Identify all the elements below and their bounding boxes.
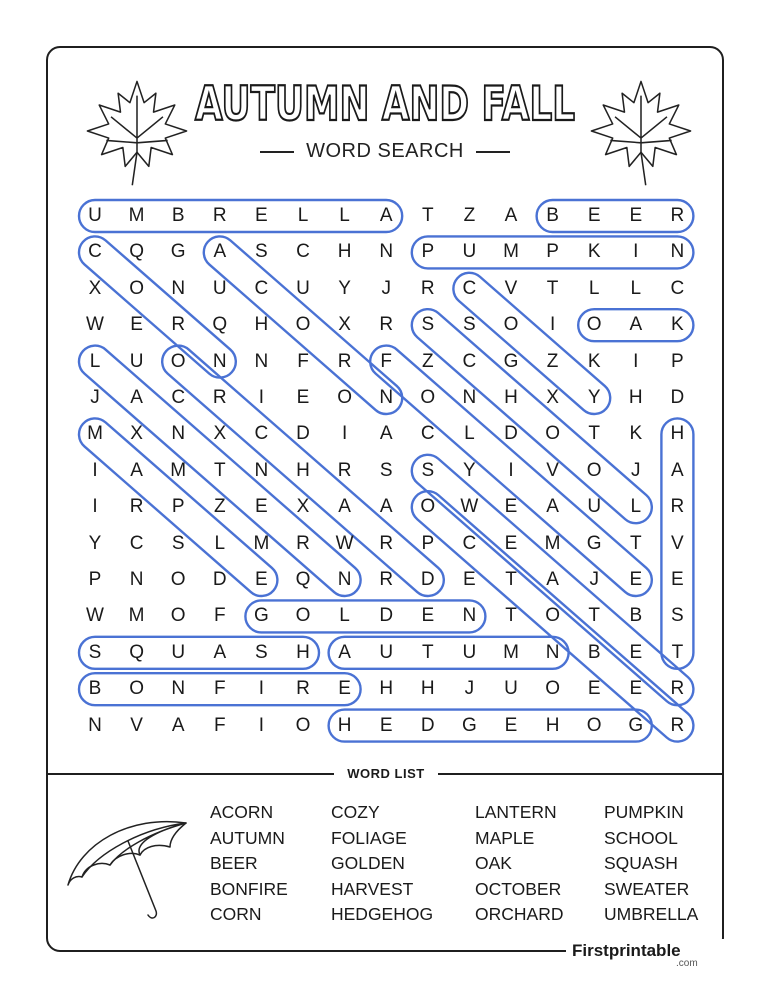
grid-letter: Q xyxy=(129,641,144,663)
grid-letter: D xyxy=(296,423,310,445)
grid-letter: R xyxy=(670,205,685,226)
grid-letter: C xyxy=(171,387,186,408)
grid-letter: O xyxy=(586,314,602,336)
grid-letter: E xyxy=(255,496,268,518)
grid-letter: I xyxy=(92,459,98,481)
grid-letter: M xyxy=(544,532,561,554)
grid-letter: H xyxy=(337,241,352,263)
word-item: COZY xyxy=(331,802,380,822)
grid-letter: E xyxy=(255,205,268,226)
grid-letter: P xyxy=(88,569,102,590)
grid-letter: F xyxy=(213,678,226,700)
grid-letter: O xyxy=(129,277,144,299)
grid-letter: O xyxy=(545,678,560,700)
grid-letter: M xyxy=(87,423,103,445)
grid-letter: O xyxy=(170,350,186,372)
grid-letter: I xyxy=(258,714,265,736)
grid-letter: L xyxy=(214,532,226,554)
grid-letter: N xyxy=(212,350,227,372)
grid-letter: A xyxy=(504,205,518,226)
grid-letter: E xyxy=(504,714,518,736)
grid-letter: O xyxy=(586,459,602,481)
word-item: FOLIAGE xyxy=(331,827,407,848)
grid-letter: H xyxy=(254,314,269,336)
grid-letter: E xyxy=(463,569,476,590)
grid-letter: A xyxy=(379,205,393,226)
grid-letter: V xyxy=(504,277,518,299)
grid-letter: A xyxy=(338,496,351,518)
grid-letter: G xyxy=(254,605,269,627)
grid-letter: P xyxy=(671,350,684,372)
brand-tld: .com xyxy=(676,958,698,969)
grid-letter: H xyxy=(628,387,643,408)
grid-letter: L xyxy=(630,496,642,518)
subtitle-text: WORD SEARCH xyxy=(306,140,464,162)
grid-letter: M xyxy=(128,205,145,226)
grid-letter: R xyxy=(379,532,394,554)
grid-letter: R xyxy=(337,459,352,481)
grid-letter: N xyxy=(88,714,102,736)
grid-letter: N xyxy=(462,605,477,627)
grid-letter: F xyxy=(380,350,392,372)
page-title xyxy=(180,74,590,134)
word-column-1 xyxy=(210,800,288,928)
grid-letter: U xyxy=(504,678,518,700)
grid-letter: E xyxy=(504,532,518,554)
grid-letter: J xyxy=(381,277,391,299)
grid-letter: E xyxy=(130,314,143,336)
brand-name: Firstprintable xyxy=(572,941,681,960)
grid-letter: A xyxy=(130,459,143,481)
grid-letter: U xyxy=(171,641,186,663)
grid-letter: C xyxy=(129,532,144,554)
grid-letter: N xyxy=(379,241,394,263)
grid-letter: D xyxy=(670,387,685,408)
grid-letter: G xyxy=(170,241,186,263)
grid-letter: E xyxy=(587,678,601,700)
word-item: BONFIRE xyxy=(210,878,288,899)
grid-letter: H xyxy=(296,459,310,481)
grid-letter: X xyxy=(338,314,351,336)
grid-letter: N xyxy=(337,569,352,590)
grid-letter: R xyxy=(670,678,685,700)
grid-letter: U xyxy=(462,241,477,263)
grid-letter: L xyxy=(339,605,350,627)
grid-letter: R xyxy=(296,678,310,700)
word-column-3 xyxy=(475,800,563,928)
grid-letter: R xyxy=(212,205,227,226)
grid-letter: I xyxy=(258,387,265,408)
word-list-label: WORD LIST xyxy=(334,765,438,783)
grid-letter: N xyxy=(462,387,477,408)
grid-letter: H xyxy=(545,714,560,736)
grid-letter: I xyxy=(549,314,556,336)
grid-letter: E xyxy=(629,205,643,226)
grid-letter: F xyxy=(297,350,309,372)
grid-letter: S xyxy=(255,241,268,263)
grid-letter: I xyxy=(258,678,265,700)
grid-letter: O xyxy=(295,314,311,336)
grid-letter: C xyxy=(462,350,477,372)
word-item: GOLDEN xyxy=(331,853,405,873)
grid-letter: T xyxy=(546,277,559,299)
grid-letter: B xyxy=(587,641,601,663)
page-subtitle xyxy=(200,140,570,163)
grid-letter: T xyxy=(213,459,226,481)
grid-letter: M xyxy=(503,641,519,663)
grid-letter: H xyxy=(420,678,435,700)
grid-letter: G xyxy=(628,714,644,736)
grid-letter: O xyxy=(545,423,560,445)
grid-letter: S xyxy=(255,641,268,663)
grid-letter: O xyxy=(295,714,311,736)
word-item: SCHOOL xyxy=(604,827,678,848)
grid-letter: O xyxy=(503,314,519,336)
grid-letter: S xyxy=(421,314,435,336)
title-text: AUTUMN AND FALL xyxy=(195,77,575,132)
word-item: MAPLE xyxy=(475,827,535,848)
word-item: PUMPKIN xyxy=(604,802,684,822)
grid-letter: U xyxy=(587,496,602,518)
grid-letter: L xyxy=(89,350,101,372)
grid-letter: Q xyxy=(212,314,228,336)
grid-letter: O xyxy=(337,387,352,408)
grid-letter: D xyxy=(212,569,227,590)
grid-letter: O xyxy=(170,569,186,590)
grid-letter: G xyxy=(462,714,477,736)
grid-letter: X xyxy=(88,277,102,299)
grid-letter: G xyxy=(503,350,519,372)
grid-letter: N xyxy=(670,241,685,263)
grid-letter: A xyxy=(130,387,143,408)
grid-letter: Q xyxy=(295,569,311,590)
grid-letter: J xyxy=(90,387,100,408)
grid-letter: P xyxy=(546,241,559,263)
grid-letter: T xyxy=(588,423,600,445)
grid-letter: R xyxy=(296,532,310,554)
grid-letter: J xyxy=(589,569,599,590)
grid-letter: N xyxy=(254,350,269,372)
grid-letter: A xyxy=(213,241,227,263)
grid-letter: N xyxy=(171,678,186,700)
grid-letter: U xyxy=(88,205,102,226)
umbrella-icon xyxy=(60,803,190,921)
grid-letter: C xyxy=(670,277,685,299)
grid-letter: A xyxy=(338,641,351,663)
grid-letter: C xyxy=(254,423,269,445)
grid-letter: M xyxy=(503,241,519,263)
grid-letter: W xyxy=(86,605,104,627)
grid-letter: S xyxy=(671,605,684,627)
grid-letter: E xyxy=(255,569,268,590)
word-column-2 xyxy=(331,800,433,928)
grid-letter: Y xyxy=(463,459,476,481)
grid-letter: S xyxy=(379,459,393,481)
grid-letter: D xyxy=(504,423,518,445)
grid-letter: N xyxy=(129,569,144,590)
grid-letter: A xyxy=(171,714,185,736)
grid-letter: R xyxy=(670,496,685,518)
grid-letter: O xyxy=(545,605,560,627)
grid-letter: J xyxy=(464,678,475,700)
grid-letter: F xyxy=(213,714,226,736)
grid-letter: E xyxy=(587,205,601,226)
grid-letter: B xyxy=(546,205,559,226)
grid-letter: Y xyxy=(88,532,102,554)
grid-letter: O xyxy=(420,387,436,408)
grid-letter: R xyxy=(379,314,394,336)
grid-letter: Z xyxy=(213,496,226,518)
word-item: OCTOBER xyxy=(475,878,562,899)
grid-letter: D xyxy=(420,714,435,736)
maple-leaf-left-icon xyxy=(78,72,196,190)
grid-letter: U xyxy=(129,350,144,372)
grid-letter: E xyxy=(338,678,351,700)
grid-letter: O xyxy=(420,496,436,518)
grid-letter: U xyxy=(212,277,227,299)
word-item: SWEATER xyxy=(604,878,690,899)
grid-letter: E xyxy=(504,496,518,518)
grid-letter: A xyxy=(379,496,393,518)
grid-letter: R xyxy=(379,569,394,590)
grid-letter: O xyxy=(295,605,311,627)
grid-letter: T xyxy=(421,641,434,663)
grid-letter: I xyxy=(633,350,639,372)
grid-letter: M xyxy=(253,532,270,554)
grid-letter: X xyxy=(213,423,227,445)
grid-letter: A xyxy=(671,459,684,481)
grid-letter: E xyxy=(629,569,643,590)
grid-letter: H xyxy=(337,714,352,736)
grid-letter: X xyxy=(296,496,310,518)
grid-letter: Y xyxy=(587,387,601,408)
word-item: LANTERN xyxy=(475,802,557,822)
grid-letter: C xyxy=(420,423,435,445)
grid-letter: X xyxy=(130,423,143,445)
grid-letter: E xyxy=(629,678,643,700)
grid-letter: V xyxy=(546,459,559,481)
grid-letter: A xyxy=(546,569,559,590)
grid-letter: A xyxy=(379,423,393,445)
word-item: HARVEST xyxy=(331,878,414,899)
word-item: AUTUMN xyxy=(210,827,285,848)
grid-letter: H xyxy=(296,641,310,663)
grid-letter: W xyxy=(335,532,354,554)
grid-letter: R xyxy=(337,350,352,372)
grid-letter: A xyxy=(546,496,559,518)
grid-letter: I xyxy=(633,241,639,263)
grid-letter: C xyxy=(462,277,477,299)
grid-letter: Z xyxy=(546,350,559,372)
grid-letter: P xyxy=(421,241,435,263)
grid-letter: B xyxy=(629,605,643,627)
grid-letter: O xyxy=(170,605,186,627)
grid-letter: A xyxy=(629,314,643,336)
grid-letter: C xyxy=(254,277,269,299)
grid-letter: E xyxy=(296,387,310,408)
grid-letter: T xyxy=(505,605,517,627)
grid-letter: E xyxy=(671,569,684,590)
word-item: HEDGEHOG xyxy=(331,904,434,924)
grid-letter: I xyxy=(92,496,98,518)
grid-letter: L xyxy=(339,205,350,226)
grid-letter: V xyxy=(130,714,143,736)
grid-letter: D xyxy=(379,605,394,627)
brand-logo xyxy=(566,939,726,973)
grid-letter: T xyxy=(505,569,517,590)
grid-letter: X xyxy=(546,387,559,408)
grid-letter: T xyxy=(421,205,434,226)
grid-letter: G xyxy=(586,532,602,554)
grid-letter: T xyxy=(629,532,642,554)
word-item: ACORN xyxy=(210,802,274,822)
grid-letter: R xyxy=(670,714,685,736)
grid-letter: O xyxy=(129,678,144,700)
grid-letter: D xyxy=(420,569,435,590)
grid-letter: H xyxy=(670,423,685,445)
grid-letter: P xyxy=(171,496,185,518)
grid-letter: N xyxy=(171,423,186,445)
grid-letter: S xyxy=(171,532,185,554)
grid-letter: C xyxy=(88,241,102,263)
grid-letter: S xyxy=(463,314,476,336)
grid-letter: I xyxy=(508,459,514,481)
word-item: UMBRELLA xyxy=(604,904,699,924)
grid-letter: L xyxy=(464,423,475,445)
grid-letter: N xyxy=(171,277,186,299)
grid-letter: U xyxy=(462,641,477,663)
grid-letter: Z xyxy=(463,205,476,226)
word-item: BEER xyxy=(210,853,258,873)
maple-leaf-right-icon xyxy=(582,72,700,190)
grid-letter: M xyxy=(170,459,187,481)
grid-letter: F xyxy=(213,605,226,627)
grid-letter: Z xyxy=(421,350,434,372)
grid-letter: V xyxy=(671,532,684,554)
grid-letter: S xyxy=(88,641,102,663)
grid-letter: Q xyxy=(129,241,144,263)
grid-letter: W xyxy=(86,314,104,336)
grid-letter: M xyxy=(128,605,145,627)
grid-letter: K xyxy=(587,241,601,263)
word-item: OAK xyxy=(475,853,512,873)
grid-letter: L xyxy=(588,277,600,299)
grid-letter: L xyxy=(630,277,642,299)
grid-letter: O xyxy=(586,714,602,736)
grid-letter: B xyxy=(88,678,102,700)
grid-letter: R xyxy=(129,496,144,518)
grid-letter: H xyxy=(504,387,518,408)
grid-letter: T xyxy=(671,641,684,663)
grid-letter: K xyxy=(629,423,643,445)
grid-letter: P xyxy=(421,532,435,554)
grid-letter: C xyxy=(296,241,310,263)
grid-letter: K xyxy=(671,314,684,336)
word-item: SQUASH xyxy=(604,853,678,873)
grid-letter: B xyxy=(171,205,185,226)
grid-letter: L xyxy=(297,205,309,226)
grid-letter: S xyxy=(421,459,435,481)
grid-letter: E xyxy=(629,641,643,663)
grid-letter: K xyxy=(587,350,601,372)
word-item: CORN xyxy=(210,904,262,924)
grid-letter: U xyxy=(296,277,310,299)
grid-letter: E xyxy=(421,605,435,627)
grid-letter: N xyxy=(545,641,560,663)
grid-letter: I xyxy=(341,423,348,445)
grid-letter: R xyxy=(171,314,186,336)
grid-letter: W xyxy=(460,496,479,518)
grid-letter: J xyxy=(631,459,641,481)
grid-letter: T xyxy=(588,605,600,627)
grid-letter: E xyxy=(379,714,393,736)
grid-letter: U xyxy=(379,641,394,663)
word-column-4 xyxy=(604,800,698,928)
grid-letter: R xyxy=(212,387,227,408)
grid-letter: Y xyxy=(338,277,351,299)
grid-letter: R xyxy=(420,277,435,299)
grid-letter: C xyxy=(462,532,477,554)
grid-letter: H xyxy=(379,678,394,700)
grid-letter: A xyxy=(213,641,227,663)
word-item: ORCHARD xyxy=(475,904,564,924)
grid-letter: N xyxy=(379,387,394,408)
grid-letter: N xyxy=(254,459,269,481)
